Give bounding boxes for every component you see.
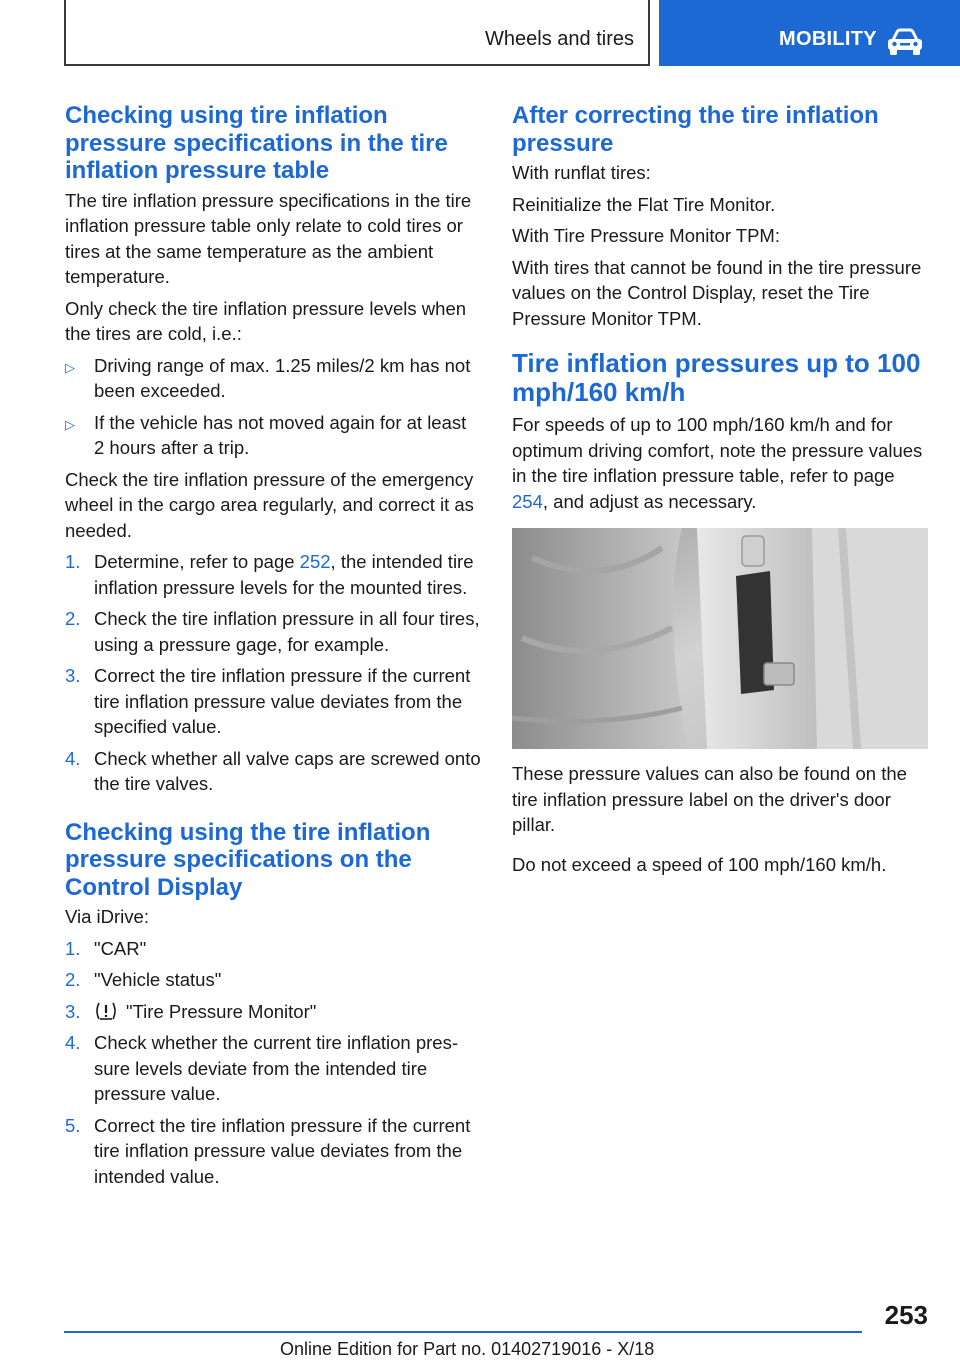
car-icon (885, 28, 925, 56)
display-check-steps (65, 936, 481, 1190)
list-item: ▷ Driving range of max. 1.25 miles/2 km has not been exceeded. (65, 354, 471, 401)
left-column (65, 102, 481, 1195)
door-pillar-photo (512, 528, 928, 749)
triangle-bullet-icon: ▷ (65, 359, 75, 375)
page-ref-link[interactable]: 252 (299, 551, 331, 572)
list-item: 2. Check the tire inflation pressure in all four tires, using a pressure gage, for example. (65, 608, 480, 655)
paragraph-reset-tpm: With tires that cannot be found in the tire pressure values on the Control Display, reset the Tire Pressure Monitor TPM. (512, 256, 922, 329)
heading-after-correcting: After correcting the tire inflation pressure (512, 102, 879, 157)
tire-warning-icon (94, 1001, 118, 1021)
paragraph-speed-pressures: For speeds of up to 100 mph/160 km/h and for optimum driving comfort, note the pressure values in the tire inflation pressure table, refer to page 254, and adjust as necessary. (512, 414, 923, 512)
paragraph-emergency-wheel: Check the tire inflation pressure of the emergency wheel in the cargo area regularly, and correct it as needed. (65, 468, 474, 541)
page-number: 253 (884, 1300, 928, 1330)
header-section-box (64, 0, 650, 66)
paragraph-speed-limit: Do not exceed a speed of 100 mph/160 km/h. (512, 853, 887, 875)
paragraph-via-idrive: Via iDrive: (65, 906, 149, 927)
footer-edition: Online Edition for Part no. 01402719016 - X/18 (280, 1339, 655, 1359)
paragraph-door-label: These pressure values can also be found on the tire inflation pressure label on the driver's door pillar. (512, 763, 907, 835)
cold-conditions-list (65, 353, 481, 461)
triangle-bullet-icon: ▷ (65, 416, 75, 432)
list-item: 4. Check whether all valve caps are screwed onto the tire valves. (65, 747, 481, 794)
paragraph-runflat: With runflat tires: (512, 162, 651, 183)
list-item: 3. "Tire Pressure Monitor" (65, 1000, 317, 1022)
heading-display-check: Checking using the tire inflation pressure specifications on the Control Display (65, 818, 431, 901)
page-ref-link[interactable]: 254 (512, 490, 543, 512)
list-item: 3. Correct the tire inflation pressure if the current tire inflation pressure value deviates from the specified value. (65, 665, 471, 737)
paragraph-table-relevance: The tire inflation pressure specifications in the tire inflation pressure table only relate to cold tires or tires at the same temperature as the ambient temperature. (65, 189, 472, 287)
heading-table-check: Checking using tire inflation pressure specifications in the tire inflation pressure table (65, 102, 448, 184)
table-check-steps (65, 549, 481, 797)
list-item: 2. "Vehicle status" (65, 969, 222, 990)
paragraph-cold-tires: Only check the tire inflation pressure levels when the tires are cold, i.e.: (65, 297, 467, 344)
list-item: 4. Check whether the current tire inflation pressure levels deviate from the intended tire pressure value. (65, 1032, 459, 1104)
list-item: 1. "CAR" (65, 937, 147, 959)
header-section-title: Wheels and tires (485, 28, 634, 50)
list-item: 5. Correct the tire inflation pressure if the current tire inflation pressure value deviates from the intended value. (65, 1114, 471, 1187)
heading-speed-pressures: Tire inflation pressures up to 100 mph/160 km/h (512, 348, 921, 407)
list-item: 1. Determine, refer to page 252, the intended tire inflation pressure levels for the mounted tires. (65, 551, 474, 598)
right-column (512, 102, 930, 883)
header-chapter-label: MOBILITY (779, 28, 877, 50)
header-chapter-tab[interactable] (659, 0, 960, 66)
paragraph-tpm: With Tire Pressure Monitor TPM: (512, 225, 780, 246)
list-item: ▷ If the vehicle has not moved again for at least 2 hours after a trip. (65, 411, 467, 458)
footer-divider (64, 1331, 862, 1333)
paragraph-reinitialize: Reinitialize the Flat Tire Monitor. (512, 193, 776, 215)
